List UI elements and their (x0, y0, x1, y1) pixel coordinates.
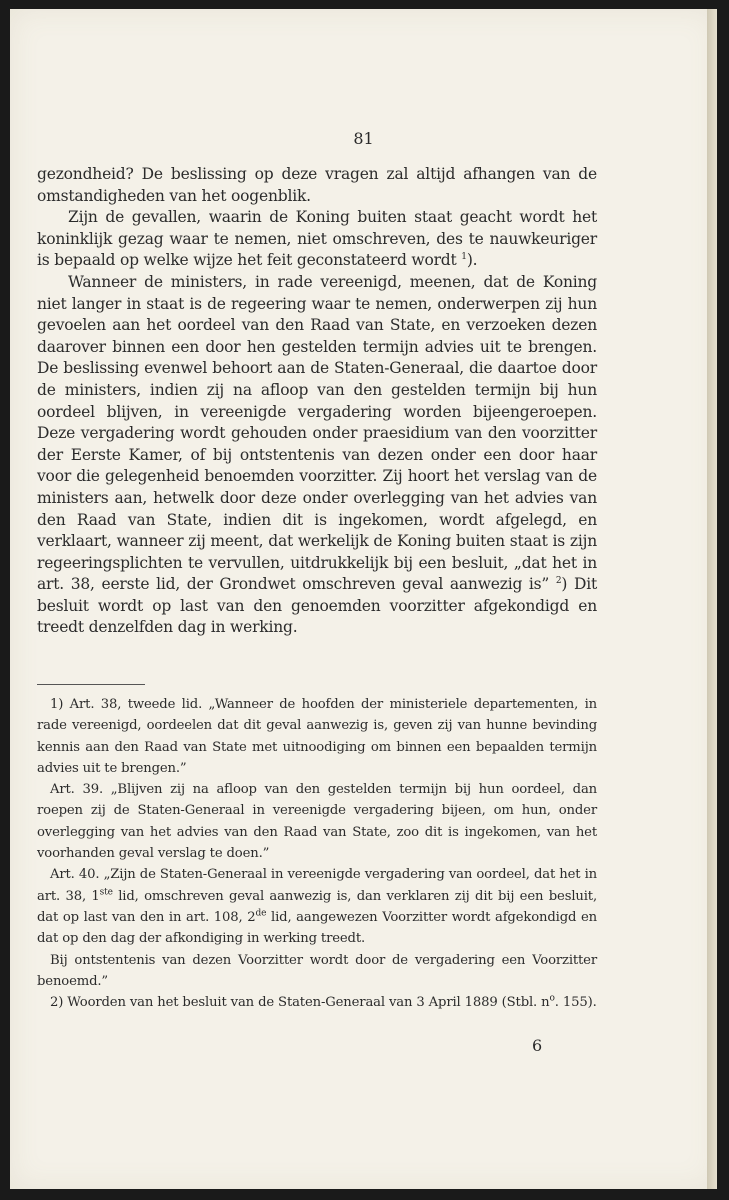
footnote-art-40-a: Art. 40. „Zijn de Staten-Generaal in vereenigde vergadering van oordeel, dat het in art. 38, 1 (37, 867, 597, 904)
paragraph-3-text: Wanneer de ministers, in rade vereenigd, meenen, dat de Koning niet langer in staat is de regeering waar te nemen, onderwerpen zij hun gevoelen aan het oordeel van den Raad van State, en verzoeken dezen daarover binnen een door hen gestelden termijn advies uit te brengen. De beslissing evenwel behoort aan de Staten-Generaal, die daartoe door de ministers, indien zij na afloop van den gestelden termijn bij hun oordeel blijven, in vereenigde vergadering worden bijeengeroepen. Deze vergadering wordt gehouden onder praesidium van den voorzitter der Eerste Kamer, of bij ontstentenis van dezen onder een door haar voor die gelegenheid benoemden voorzitter. Zij hoort het verslag van de ministers aan, hetwelk door deze onder overlegging van het advies van den Raad van State, indien dit is ingekomen, wordt afgelegd, en verklaart, wanneer zij meent, dat werkelijk de Koning buiten staat is zijn regeeringsplichten te vervullen, uitdrukkelijk bij een besluit, „dat het in art. 38, eerste lid, der Grondwet omschreven geval aanwezig is” (37, 272, 597, 594)
footnote-ontstentenis: Bij ontstentenis van dezen Voorzitter wordt door de vergadering een Voorzitter benoemd.” (37, 952, 597, 989)
footnotes (37, 694, 597, 1013)
superscript-o: o (549, 993, 555, 1004)
paragraph-2-text: Zijn de gevallen, waarin de Koning buiten staat geacht wordt het koninklijk gezag waar te nemen, niet omschreven, des te nauwkeuriger is bepaald op welke wijze het feit geconstateerd wordt (37, 208, 597, 270)
signature-mark: 6 (532, 1036, 543, 1055)
page-edge (707, 9, 717, 1189)
superscript-ste: ste (99, 887, 113, 898)
footnote-2 (37, 992, 597, 1013)
footnote-2-a: 2) Woorden van het besluit van de Staten-Generaal van 3 April 1889 (Stbl. n (50, 995, 550, 1011)
footnote-ref-2: 2 (555, 576, 562, 587)
paragraph-3-end: ) Dit besluit wordt op last van den genoemden voorzitter afgekondigd en treedt denzelfden dag in werking. (37, 575, 597, 637)
paragraph-2 (37, 207, 597, 272)
footnote-art-40-b: lid, omschreven geval aanwezig is, dan verklaren zij dit bij een besluit, dat op last van den in art. 108, 2 (37, 888, 597, 925)
superscript-de: de (255, 908, 267, 919)
footnote-divider (37, 684, 145, 685)
footnote-ref-1: 1 (461, 252, 467, 263)
paragraph-2-end: ). (466, 251, 478, 270)
footnote-2-b: . 155). (554, 995, 597, 1011)
page-number: 81 (353, 129, 374, 148)
book-page (10, 9, 717, 1189)
footnote-art-40-c: lid, aangewezen Voorzitter wordt afgekondigd en dat op den dag der afkondiging in werking treedt. (37, 909, 597, 947)
footnote-1: 1) Art. 38, tweede lid. „Wanneer de hoofden der ministeriele departementen, in rade vereenigd, oordeelen dat dit geval aanwezig is, geven zij van hunne bevinding kennis aan den Raad van State met uitnoodiging om binnen een bepaalden termijn advies uit te brengen.” (37, 697, 597, 776)
paragraph-3 (37, 272, 597, 639)
paragraph-1: gezondheid? De beslissing op deze vragen zal altijd afhangen van de omstandigheden van het oogenblik. (37, 165, 597, 205)
footnote-art-39: Art. 39. „Blijven zij na afloop van den gestelden termijn bij hun oordeel, dan roepen zij de Staten-Generaal in vereenigde vergadering bijeen, om hun, onder overlegging van het advies van den Raad van State, zoo dit is ingekomen, van het voorhanden geval verslag te doen.” (37, 782, 597, 862)
main-text (37, 164, 597, 639)
footnote-art-40 (37, 864, 597, 949)
